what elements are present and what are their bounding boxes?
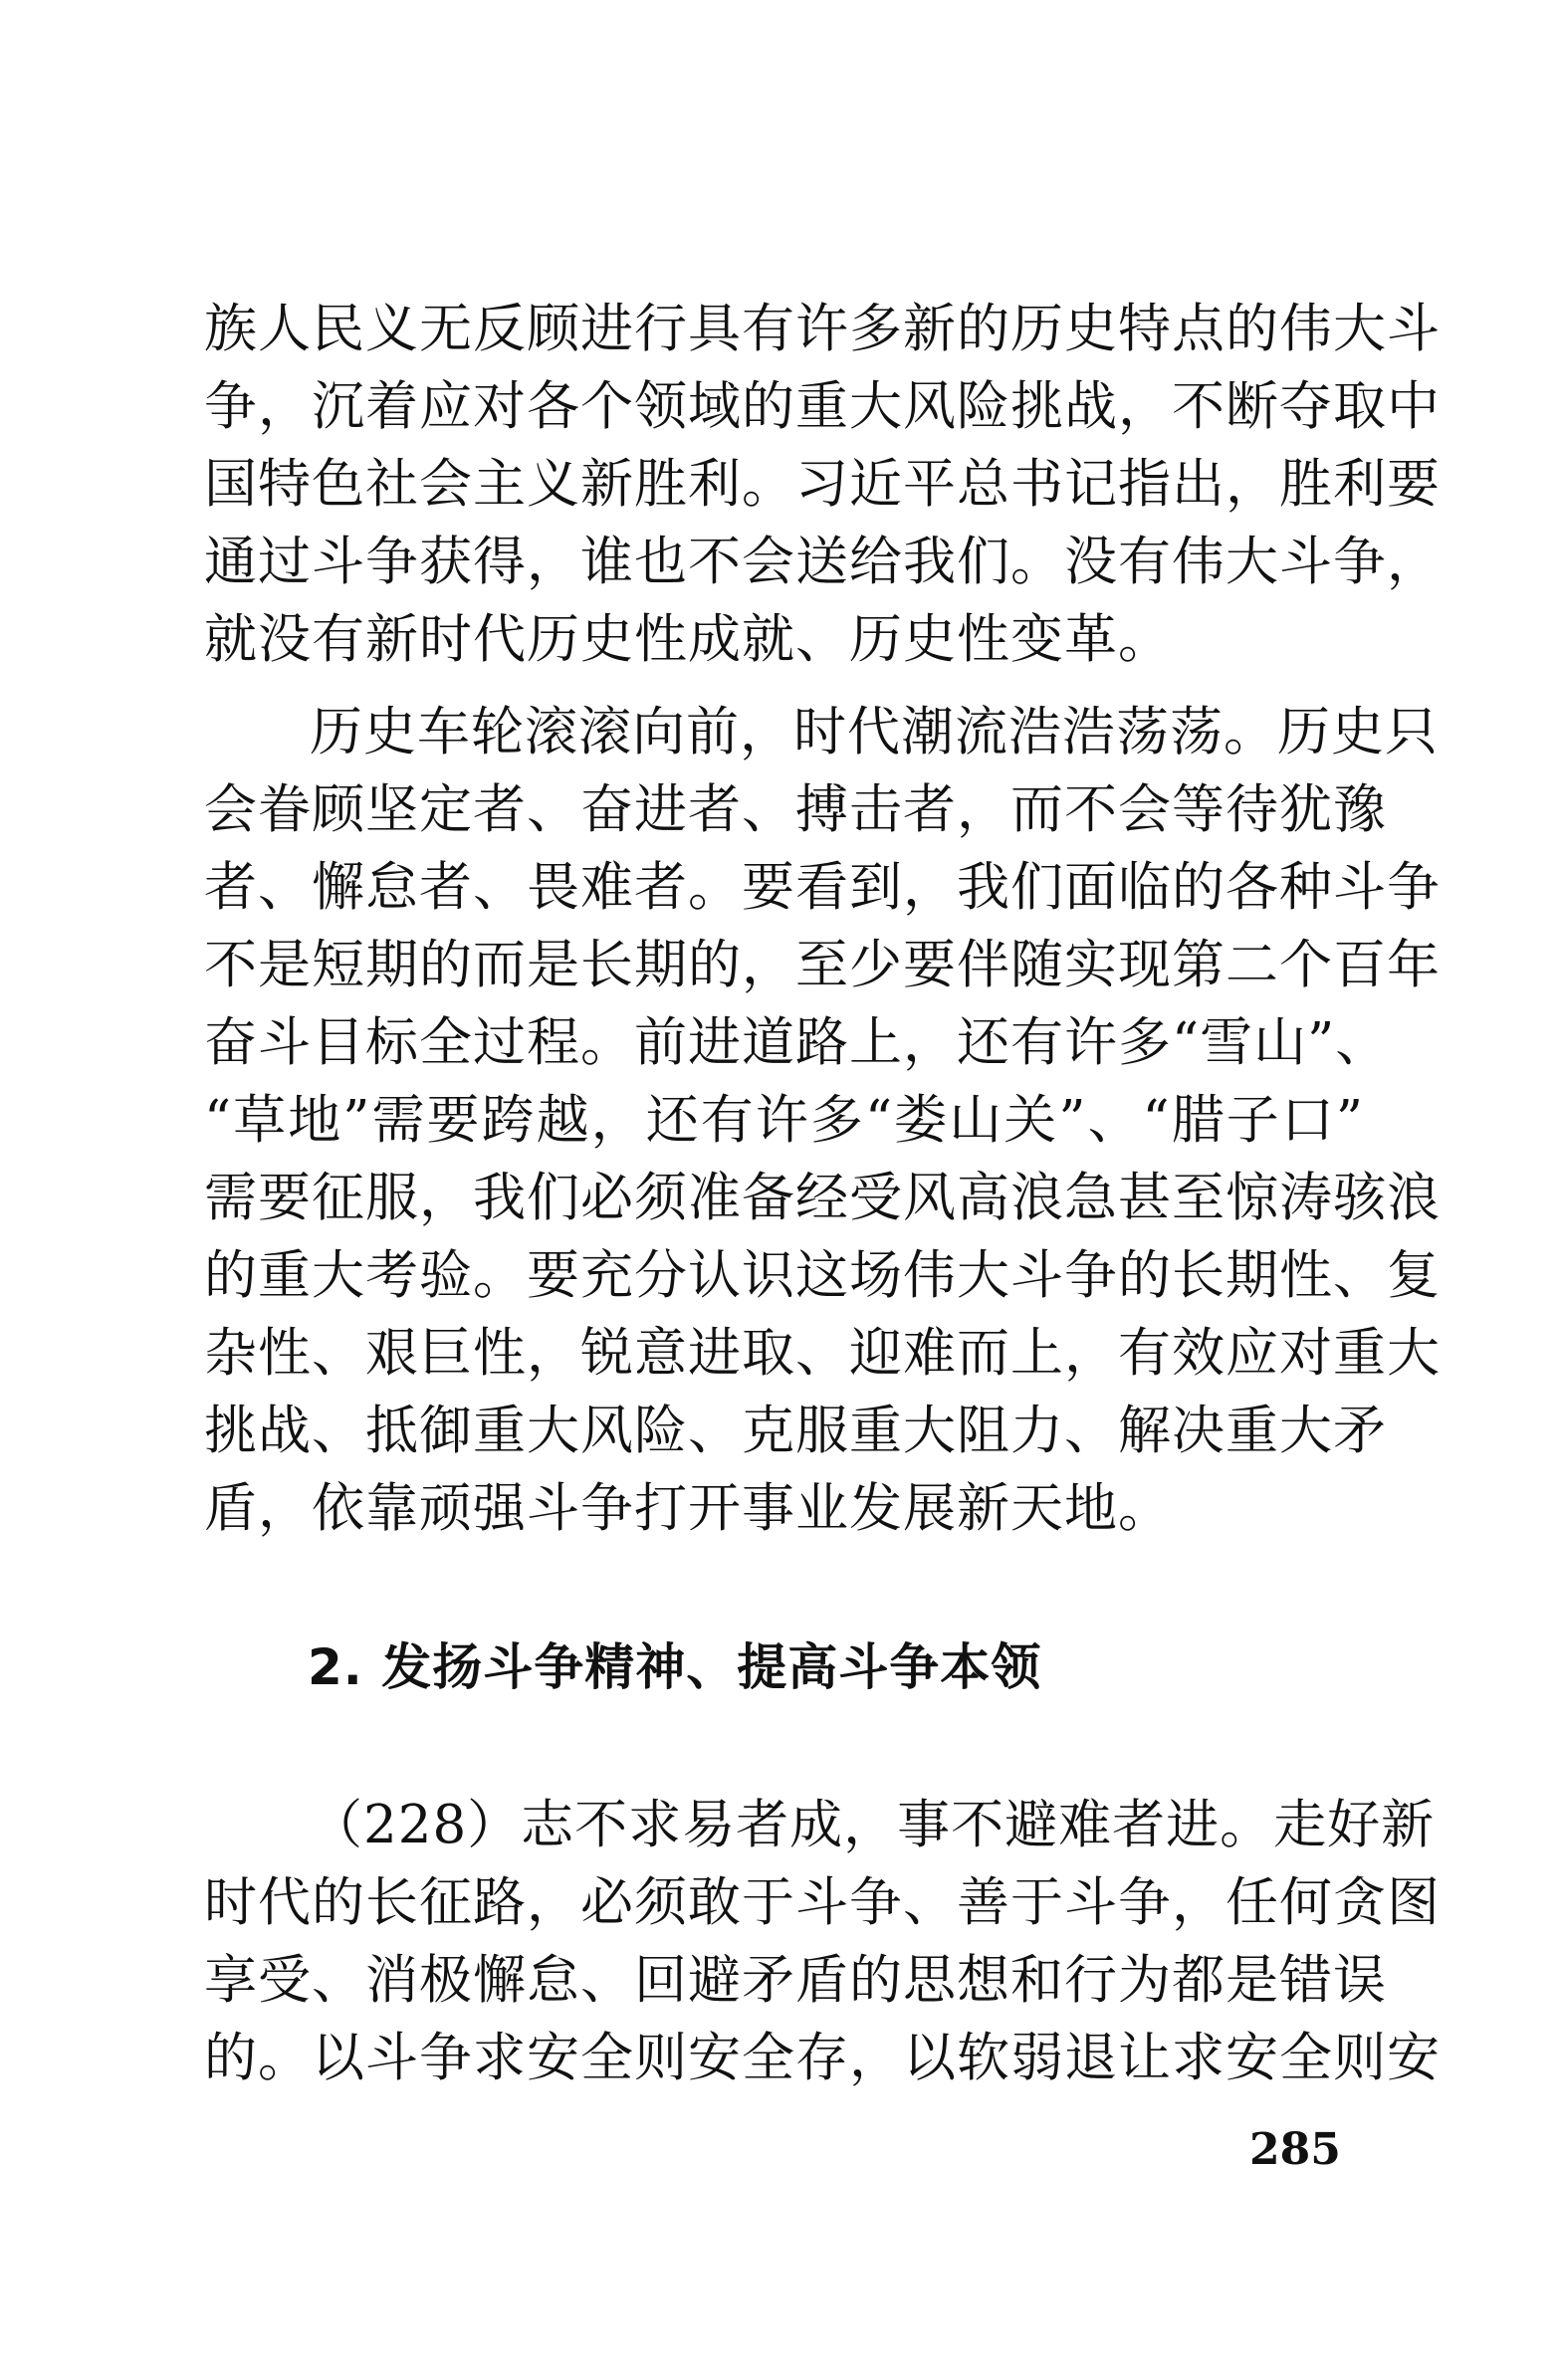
- paragraph-1: [204, 291, 1441, 679]
- paragraph-line: 者、懈怠者、畏难者。要看到，我们面临的各种斗争: [204, 857, 1441, 918]
- paragraph-line: 国特色社会主义新胜利。习近平总书记指出，胜利要: [204, 454, 1441, 515]
- paragraph-line: 奋斗目标全过程。前进道路上，还有许多“雪山”、: [204, 1012, 1390, 1073]
- paragraph-line: （228）志不求易者成，事不避难者进。走好新: [310, 1795, 1436, 1855]
- paragraph-line: 杂性、艰巨性，锐意进取、迎难而上，有效应对重大: [204, 1323, 1441, 1384]
- paragraph-line: 通过斗争获得，谁也不会送给我们。没有伟大斗争，: [204, 532, 1441, 592]
- paragraph-line: 不是短期的而是长期的，至少要伴随实现第二个百年: [204, 935, 1441, 995]
- paragraph-line: 时代的长征路，必须敢于斗争、善于斗争，任何贪图: [204, 1872, 1441, 1933]
- paragraph-line: 争，沉着应对各个领域的重大风险挑战，不断夺取中: [204, 376, 1441, 437]
- paragraph-3: [204, 1787, 1441, 2097]
- section-heading: 2. 发扬斗争精神、提高斗争本领: [308, 1638, 1042, 1696]
- paragraph-line: 会眷顾坚定者、奋进者、搏击者，而不会等待犹豫: [204, 779, 1387, 840]
- paragraph-2: [204, 694, 1441, 1548]
- paragraph-line: 挑战、抵御重大风险、克服重大阻力、解决重大矛: [204, 1401, 1387, 1461]
- paragraph-line: 族人民义无反顾进行具有许多新的历史特点的伟大斗: [204, 299, 1441, 359]
- paragraph-line: 的。以斗争求安全则安全存，以软弱退让求安全则安: [204, 2028, 1441, 2088]
- paragraph-line: 需要征服，我们必须准备经受风高浪急甚至惊涛骇浪: [204, 1168, 1441, 1228]
- paragraph-line: 的重大考验。要充分认识这场伟大斗争的长期性、复: [204, 1245, 1441, 1306]
- paragraph-line: “草地”需要跨越，还有许多“娄山关”、“腊子口”: [204, 1090, 1364, 1151]
- page-number: 285: [1249, 2124, 1341, 2175]
- paragraph-line: 享受、消极懈怠、回避矛盾的思想和行为都是错误: [204, 1950, 1387, 2011]
- paragraph-line: 历史车轮滚滚向前，时代潮流浩浩荡荡。历史只: [310, 702, 1439, 762]
- paragraph-line: 盾，依靠顽强斗争打开事业发展新天地。: [204, 1478, 1172, 1539]
- paragraph-line: 就没有新时代历史性成就、历史性变革。: [204, 609, 1172, 670]
